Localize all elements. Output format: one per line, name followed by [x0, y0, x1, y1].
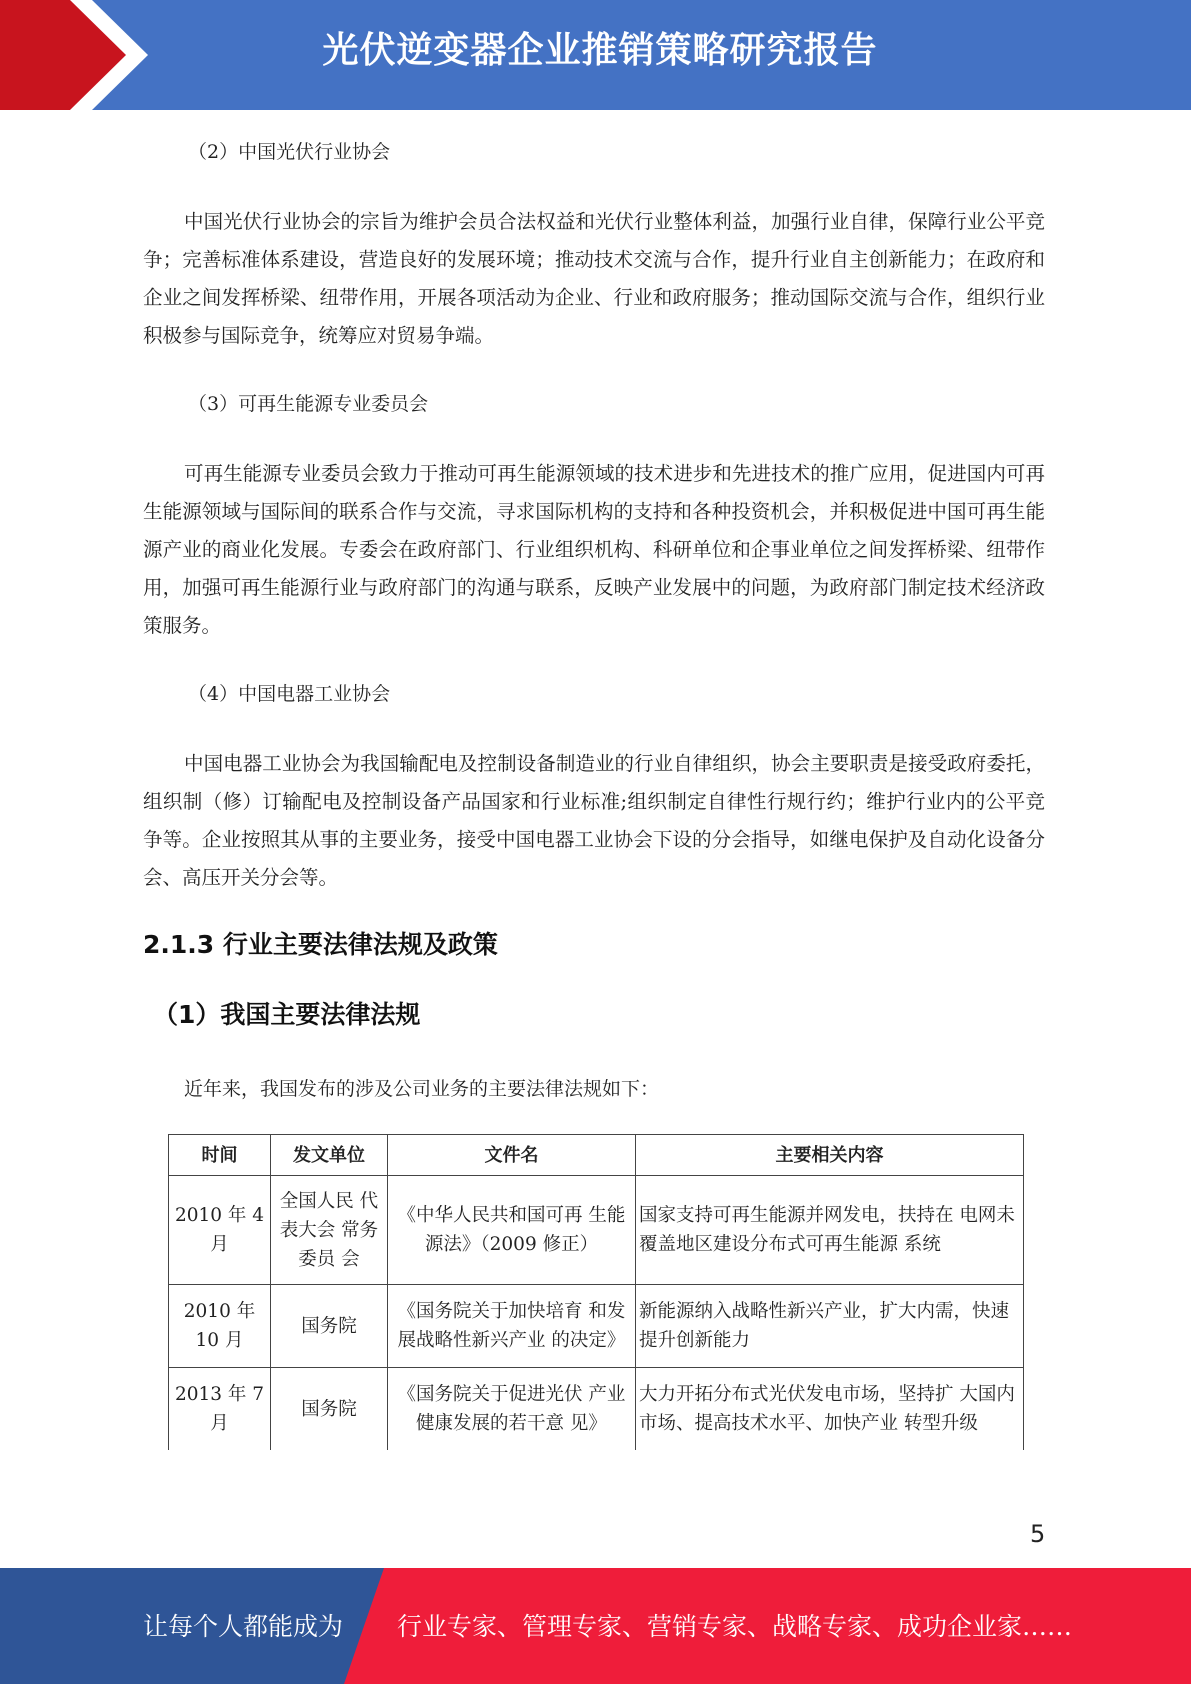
table-row	[169, 1368, 1024, 1451]
cell-document: 《国务院关于促进光伏 产业健康发展的若干意 见》	[388, 1368, 636, 1451]
column-header-content: 主要相关内容	[636, 1135, 1024, 1176]
cell-time: 2010 年 10 月	[169, 1285, 271, 1368]
paragraph-renewable-energy-committee: 可再生能源专业委员会致力于推动可再生能源领域的技术进步和先进技术的推广应用，促进国内可再生能源领域与国际间的联系合作与交流，寻求国际机构的支持和各种投资机会，并积极促进中国可再生能源产业的商业化发展。专委会在政府部门、行业组织机构、科研单位和企事业单位之间发挥桥梁、纽带作用，加强可再生能源行业与政府部门的沟通与联系，反映产业发展中的问题，为政府部门制定技术经济政策服务。	[143, 462, 1045, 637]
subheading-electrical-industry-association: （4）中国电器工业协会	[188, 683, 391, 705]
column-header-time: 时间	[169, 1135, 271, 1176]
cell-issuer: 国务院	[271, 1368, 388, 1451]
cell-issuer: 全国人民 代表大会 常务委员 会	[271, 1176, 388, 1285]
cell-content: 新能源纳入战略性新兴产业，扩大内需，快速提升创新能力	[636, 1285, 1024, 1368]
intro-text: 近年来，我国发布的涉及公司业务的主要法律法规如下：	[184, 1078, 660, 1100]
subheading-china-pv-association: （2）中国光伏行业协会	[188, 141, 391, 163]
cell-content: 国家支持可再生能源并网发电，扶持在 电网未覆盖地区建设分布式可再生能源 系统	[636, 1176, 1024, 1285]
page-number: 5	[1030, 1520, 1046, 1548]
table-row	[169, 1285, 1024, 1368]
column-header-issuer: 发文单位	[271, 1135, 388, 1176]
cell-document: 《中华人民共和国可再 生能源法》（2009 修正）	[388, 1176, 636, 1285]
cell-issuer: 国务院	[271, 1285, 388, 1368]
footer-banner	[0, 1568, 1191, 1684]
paragraph-electrical-industry-association: 中国电器工业协会为我国输配电及控制设备制造业的行业自律组织，协会主要职责是接受政府委托，组织制（修）订输配电及控制设备产品国家和行业标准;组织制定自律性行规行约；维护行业内的公平竞争等。企业按照其从事的主要业务，接受中国电器工业协会下设的分会指导，如继电保护及自动化设备分会、高压开关分会等。	[143, 752, 1045, 889]
section-heading-laws-policies: 2.1.3 行业主要法律法规及政策	[143, 930, 498, 959]
table-row	[169, 1176, 1024, 1285]
laws-table	[168, 1134, 1024, 1450]
subheading-renewable-energy-committee: （3）可再生能源专业委员会	[188, 393, 429, 415]
footer-slogan-right: 行业专家、管理专家、营销专家、战略专家、成功企业家……	[397, 1612, 1073, 1641]
cell-content: 大力开拓分布式光伏发电市场，坚持扩 大国内市场、提高技术水平、加快产业 转型升级	[636, 1368, 1024, 1451]
cell-document: 《国务院关于加快培育 和发展战略性新兴产业 的决定》	[388, 1285, 636, 1368]
report-title: 光伏逆变器企业推销策略研究报告	[322, 30, 878, 71]
footer-slogan-left: 让每个人都能成为	[143, 1612, 344, 1641]
header-banner	[0, 0, 1191, 110]
paragraph-china-pv-association: 中国光伏行业协会的宗旨为维护会员合法权益和光伏行业整体利益，加强行业自律，保障行业公平竞争；完善标准体系建设，营造良好的发展环境；推动技术交流与合作，提升行业自主创新能力；在政府和企业之间发挥桥梁、纽带作用，开展各项活动为企业、行业和政府服务；推动国际交流与合作，组织行业积极参与国际竞争，统筹应对贸易争端。	[143, 210, 1045, 347]
column-header-document: 文件名	[388, 1135, 636, 1176]
cell-time: 2010 年 4 月	[169, 1176, 271, 1285]
cell-time: 2013 年 7 月	[169, 1368, 271, 1451]
subsection-heading-national-laws: （1）我国主要法律法规	[153, 1000, 421, 1029]
table-header-row	[169, 1135, 1024, 1176]
